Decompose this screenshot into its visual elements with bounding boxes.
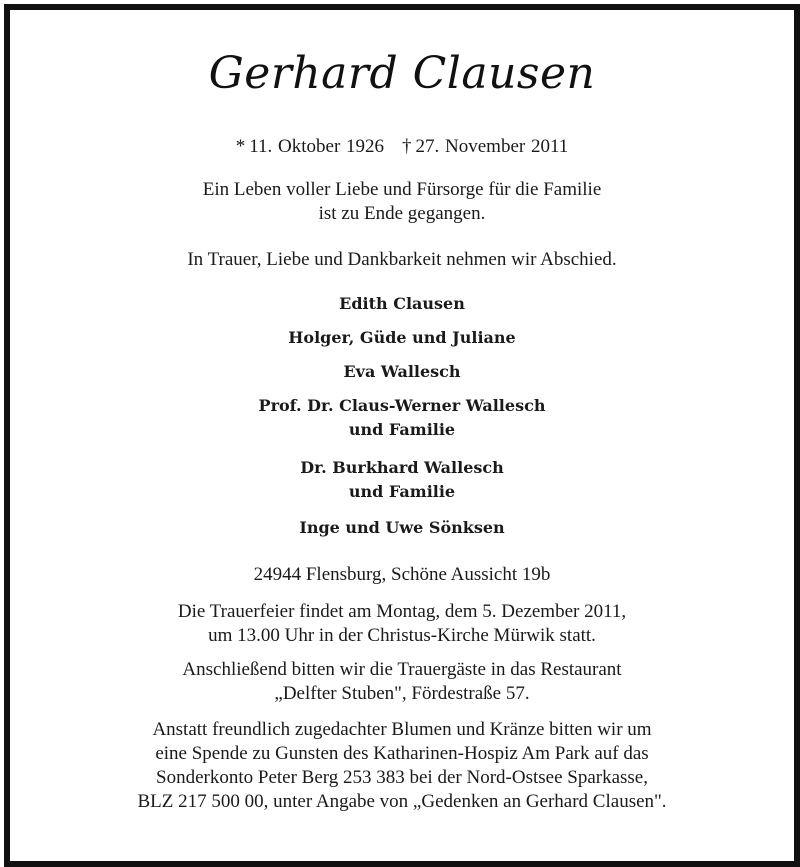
death-date: 27. November 2011 (415, 136, 569, 157)
donation-line-4: BLZ 217 500 00, unter Angabe von „Gedenken an Gerhard Clausen". (137, 791, 667, 812)
mourner-2: Holger, Güde und Juliane (288, 328, 516, 347)
ceremony-line-1: Die Trauerfeier findet am Montag, dem 5. Dezember 2011, (177, 601, 627, 622)
mourner-4-family: und Familie (348, 420, 456, 439)
life-statement (10, 178, 794, 226)
farewell-line: In Trauer, Liebe und Dankbarkeit nehmen wir Abschied. (187, 249, 617, 270)
deceased-name: Gerhard Clausen (208, 48, 596, 99)
reception-line-2: „Delfter Stuben", Fördestraße 57. (274, 683, 530, 704)
address: 24944 Flensburg, Schöne Aussicht 19b (253, 564, 551, 585)
life-line-1: Ein Leben voller Liebe und Fürsorge für die Familie (202, 179, 602, 200)
mourner-1: Edith Clausen (339, 294, 465, 313)
mourner-5-family: und Familie (348, 482, 456, 501)
birth-date: 11. Oktober 1926 (249, 136, 385, 157)
life-dates (10, 136, 794, 158)
obituary-frame (4, 4, 800, 867)
mourner-5: Dr. Burkhard Wallesch (300, 458, 504, 477)
life-line-2: ist zu Ende gegangen. (318, 203, 486, 224)
death-symbol: † (402, 136, 412, 157)
ceremony-line-2: um 13.00 Uhr in der Christus-Kirche Mürwik statt. (208, 625, 596, 646)
donation-line-3: Sonderkonto Peter Berg 253 383 bei der Nord-Ostsee Sparkasse, (156, 767, 648, 788)
birth-symbol: * (235, 136, 246, 157)
mourner-6: Inge und Uwe Sönksen (299, 518, 505, 537)
mourner-4: Prof. Dr. Claus-Werner Wallesch (258, 396, 546, 415)
reception-info (10, 658, 794, 706)
farewell-statement (10, 248, 794, 272)
mourner-3: Eva Wallesch (343, 362, 461, 381)
reception-line-1: Anschließend bitten wir die Trauergäste in das Restaurant (182, 659, 622, 680)
ceremony-info (10, 600, 794, 648)
donation-info (10, 718, 794, 814)
donation-line-1: Anstatt freundlich zugedachter Blumen und Kränze bitten wir um (152, 719, 652, 740)
donation-line-2: eine Spende zu Gunsten des Katharinen-Hospiz Am Park auf das (155, 743, 649, 764)
